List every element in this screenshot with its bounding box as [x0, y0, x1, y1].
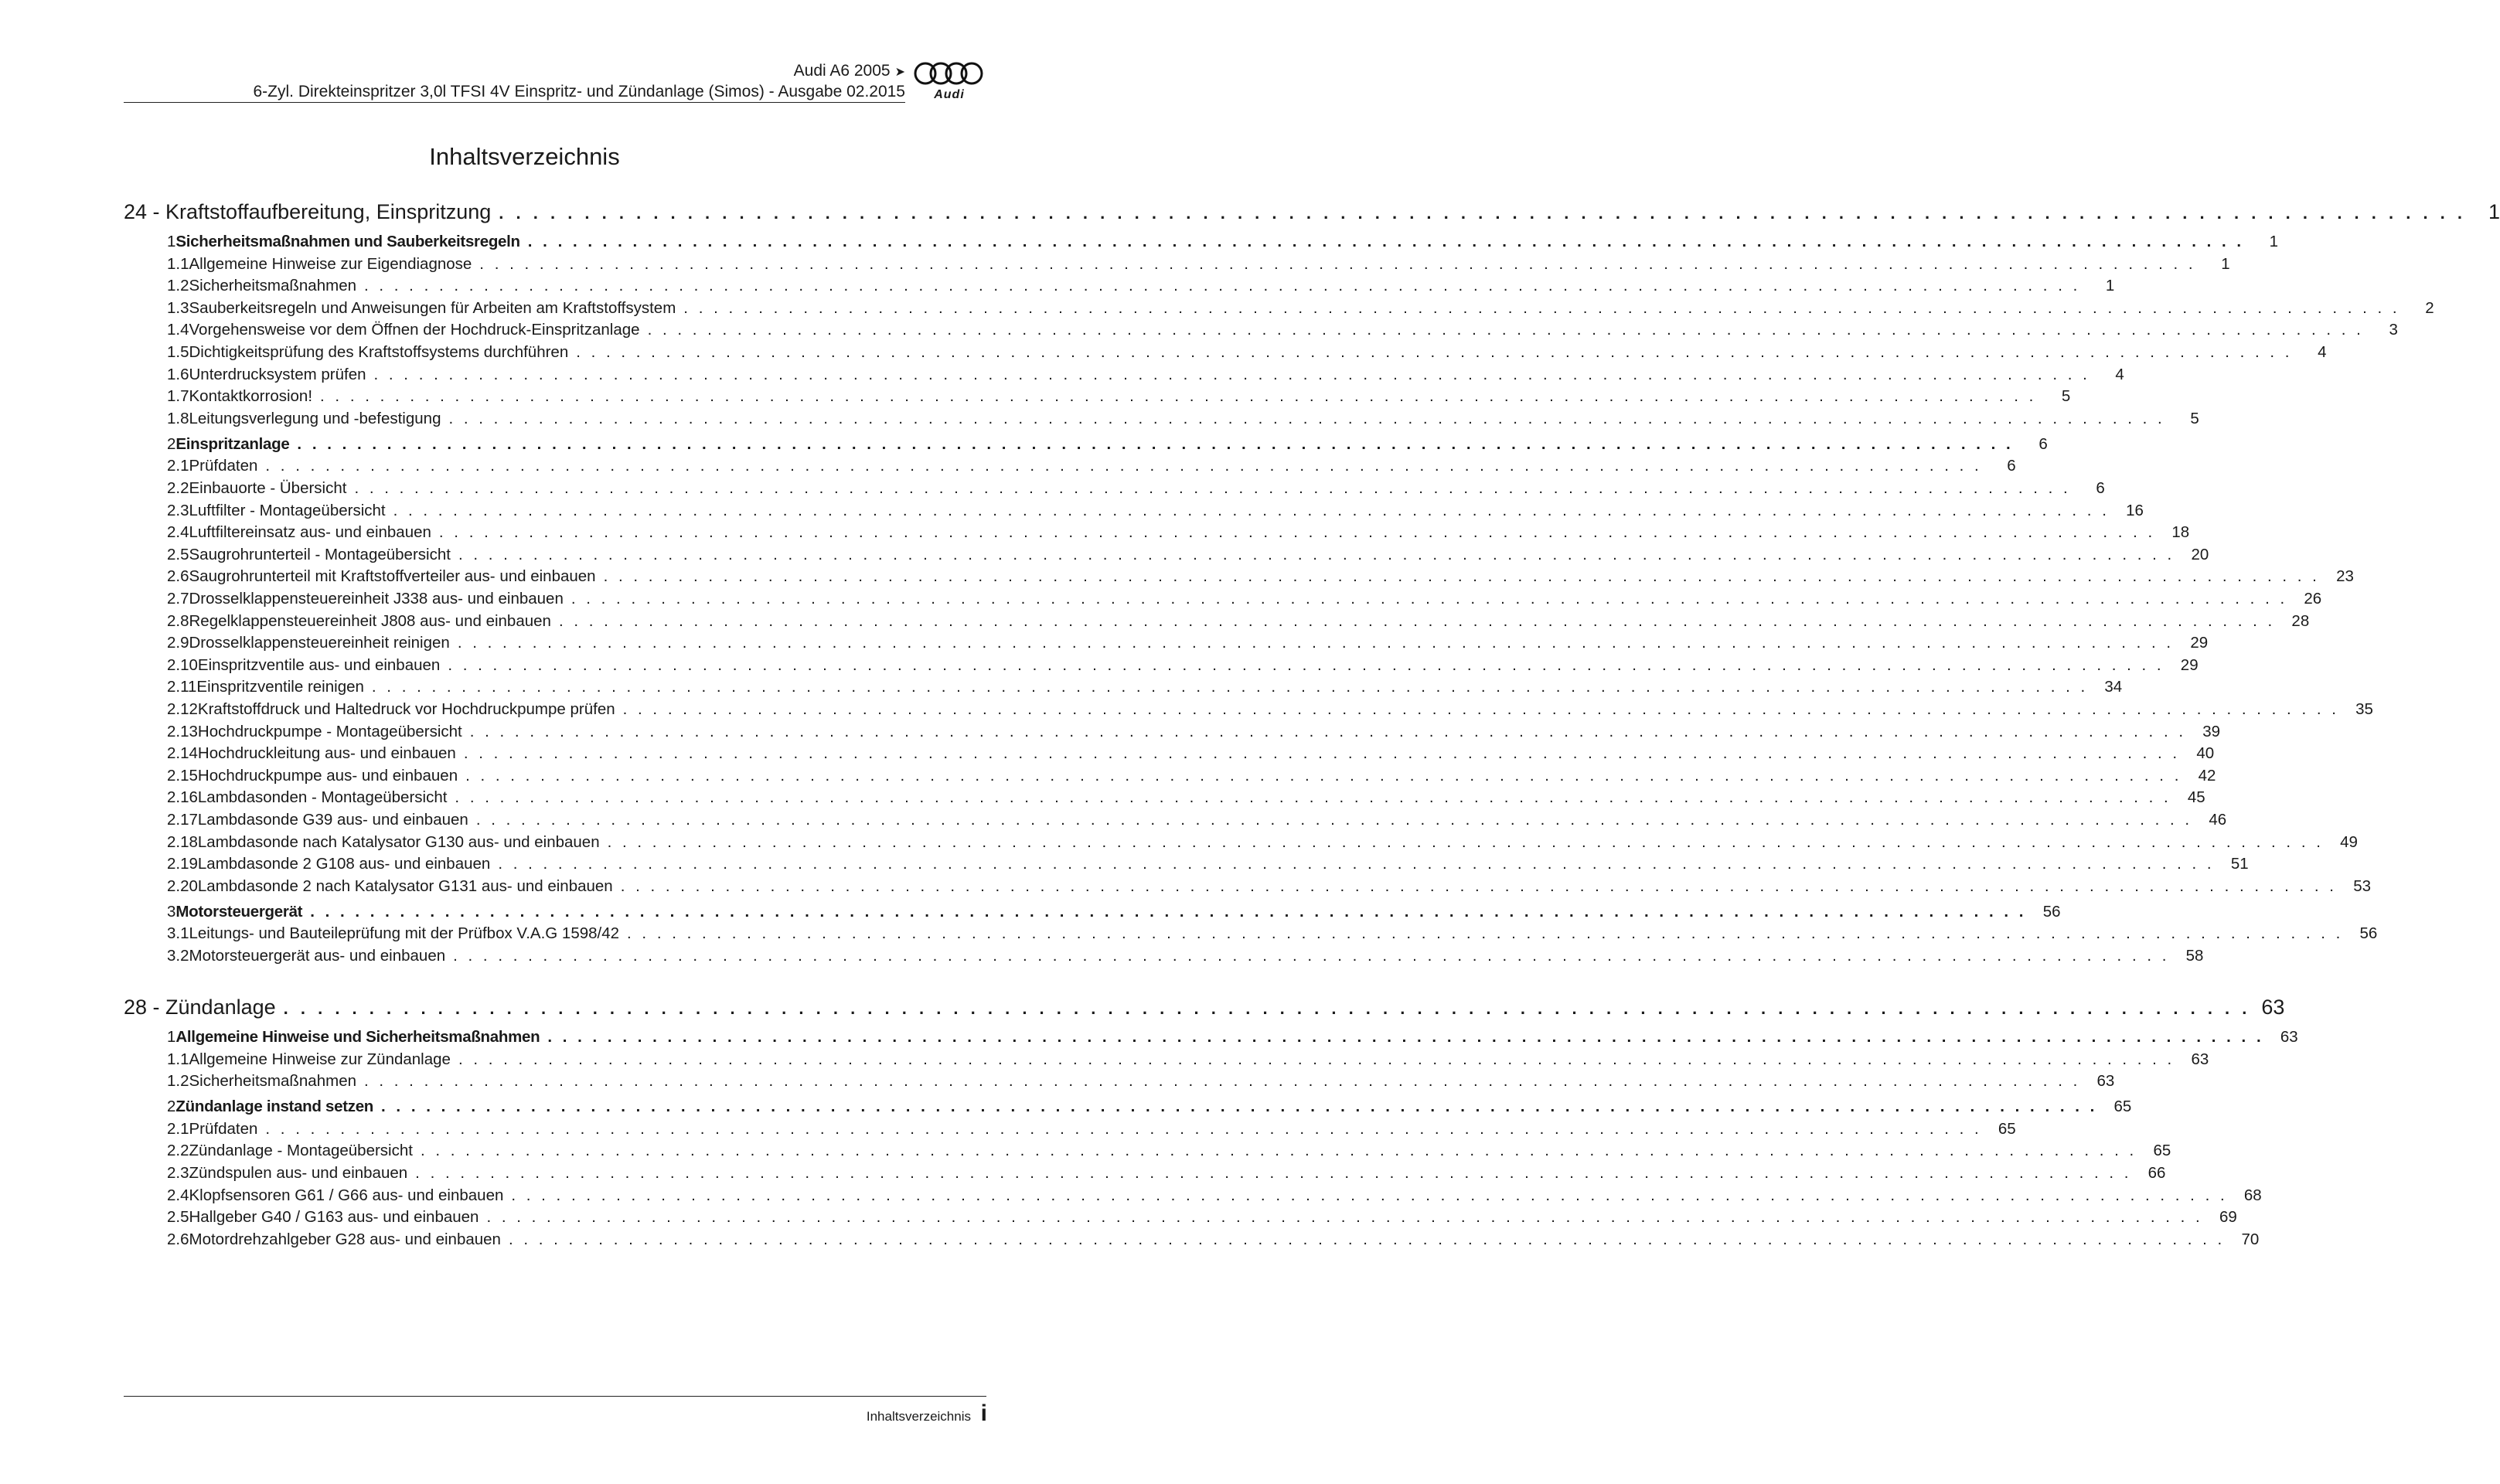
dot-leader: . . . . . . . . . . . . . . . . . . . . . . . . . . . . . . . . . . . . . . . . . . . . . . . . . . . . . . . . . . . . . . . . . . . . . . . . . . . . . . . . . . . . . . . . . . . . . . . . . . . . . . . . . . . . . . . . . . .	[527, 233, 2245, 250]
toc-label: Allgemeine Hinweise und Sicherheitsmaßnahmen	[175, 1028, 540, 1046]
toc-label: Sicherheitsmaßnahmen	[189, 1072, 356, 1091]
toc-number: 2	[167, 434, 176, 453]
dot-leader: . . . . . . . . . . . . . . . . . . . . . . . . . . . . . . . . . . . . . . . . . . . . . . . . . . . . . . . . . . . . . . . . . . . . . . . . . . . . . . . . . . . . . . . . . . . . . . . . . . . . . . . . . . . . . . . . . . .	[475, 811, 2193, 829]
toc-page-number: 34	[2104, 678, 2123, 696]
toc-label: Hochdruckpumpe - Montageübersicht	[197, 722, 462, 740]
dot-leader: . . . . . . . . . . . . . . . . . . . . . . . . . . . . . . . . . . . . . . . . . . . . . . . . . . . . . . . . . . . . . . . . . . . . . . . . . . . . . . . . . . . . . . . . . . . . . . . . . . . . . . . . . . . . . . . . . . .	[448, 655, 2165, 674]
dot-leader: . . . . . . . . . . . . . . . . . . . . . . . . . . . . . . . . . . . . . . . . . . . . . . . . . . . . . . . . . . . . . . . . . . . . . . . . . . . . . . . . . . . . . . . . . . . . . . . . . . . . . . . . . . . . . . . . . . .	[458, 545, 2175, 563]
toc-page-number: 63	[2096, 1072, 2115, 1091]
toc-number: 2.4	[167, 523, 189, 542]
toc-number: 2.1	[167, 457, 189, 475]
dot-leader: . . . . . . . . . . . . . . . . . . . . . . . . . . . . . . . . . . . . . . . . . . . . . . . . . . . . . . . . . . . . . . . . . . . . . . . . . . . . . . . . . . . . . . . . . . . . . . . . . . . . . . . . . . . . . . . . . . .	[265, 457, 1982, 475]
toc-number: 1	[167, 233, 176, 250]
toc-number: 3.2	[167, 947, 189, 965]
dot-leader: . . . . . . . . . . . . . . . . . . . . . . . . . . . . . . . . . . . . . . . . . . . . . . . . . . . . . . . . . . . . . . . . . . . . . . . . . . . . . . . . . . . . . . . . . . . . . . . . . . . . . . . . . . . . . . . . . . .	[458, 1050, 2175, 1068]
dot-leader: . . . . . . . . . . . . . . . . . . . . . . . . . . . . . . . . . . . . . . . . . . . . . . . . . . . . . . . . . . . . . . . . . . . . . . . . . . . . . . . . . . . . . . . . . . . . . . . . . . . . . . . . . . . . . . . . . . .	[310, 902, 2027, 921]
toc-page-number: 53	[2353, 876, 2372, 895]
toc-number: 2.13	[167, 722, 198, 740]
toc-entry[interactable]	[124, 876, 2372, 896]
dot-leader: . . . . . . . . . . . . . . . . . . . . . . . . . . . . . . . . . . . . . . . . . . . . . . . . . . . . . . . . . . . . . . . . . . . . . . . . . . . . . . . . . . . . . . . . . . . . . . . . . . . . . . . . . . . . . . . . . . .	[415, 1164, 2132, 1182]
toc-section[interactable]	[124, 1098, 2132, 1116]
toc-page-number: 70	[2241, 1230, 2260, 1248]
toc-entry[interactable]	[124, 523, 2190, 542]
toc-number: 2.2	[167, 1142, 189, 1160]
dot-leader: . . . . . . . . . . . . . . . . . . . . . . . . . . . . . . . . . . . . . . . . . . . . . . . . . . . . . . . . . . . . . . . . . . . . . . . . . . . . . . . . . . . . . . . . . . . . . . . . . . . . . . . . . . . . . . . . . . .	[603, 567, 2320, 586]
toc-page-number: 63	[2191, 1050, 2209, 1068]
toc-label: Lambdasonde G39 aus- und einbauen	[197, 811, 468, 829]
toc-number: 2.10	[167, 655, 198, 674]
toc-label: Hochdruckleitung aus- und einbauen	[197, 744, 456, 763]
toc-page-number: 5	[2190, 409, 2199, 427]
toc-number: 2.3	[167, 1164, 189, 1182]
toc-number: 2.5	[167, 1208, 189, 1227]
toc-page-number: 6	[2096, 479, 2105, 497]
toc-label: Allgemeine Hinweise zur Eigendiagnose	[189, 254, 472, 273]
dot-leader: . . . . . . . . . . . . . . . . . . . . . . . . . . . . . . . . . . . . . . . . . . . . . . . . . . . . . . . . . . . . . . . . . . . . . . . . . . . . . . . . . . . . . . . . . . . . . . . . . . . . . . . . . . . . . . . . . . .	[622, 700, 2339, 718]
toc-entry[interactable]	[124, 343, 2327, 362]
dot-leader: . . . . . . . . . . . . . . . . . . . . . . . . . . . . . . . . . . . . . . . . . . . . . . . . . . . . . . . . . . . . . . . . . . . . . . . . . . . . . . . . . . . . . . . . . . . . . . . . . . . . . . . . . . . . . . . . . . .	[627, 924, 2344, 943]
toc-entry[interactable]	[124, 590, 2322, 608]
dot-leader: . . . . . . . . . . . . . . . . . . . . . . . . . . . . . . . . . . . . . . . . . . . . . . . . . . . . . . . . . . . . . . . . . . . . . . . . . . . . . . . . . . . . . . . . . . . . . . . . . . . . . . . . . . . . . . . . . . .	[297, 434, 2014, 453]
toc-label: Unterdrucksystem prüfen	[189, 365, 366, 383]
toc-number: 2.6	[167, 1230, 189, 1248]
toc-page-number: 65	[2153, 1142, 2171, 1160]
toc-label: Motorsteuergerät	[175, 902, 303, 921]
toc-entry[interactable]	[124, 501, 2144, 520]
toc-label: Leitungsverlegung und -befestigung	[189, 409, 441, 427]
toc-label: Luftfilter - Montageübersicht	[189, 501, 386, 519]
toc-number: 2.17	[167, 811, 198, 829]
toc-page-number: 26	[2304, 590, 2322, 608]
arrow-icon: ➤	[894, 66, 905, 79]
toc-section[interactable]	[124, 1028, 2298, 1047]
toc-page-number: 51	[2230, 855, 2249, 873]
dot-leader: . . . . . . . . . . . . . . . . . . . . . . . . . . . . . . . . . . . . . . . . . . . . . . . . . . . . . . . . . . . . . . . . . . . . . . . . . . . . . . . . . . . . . . . . . . . . . . . . . . . . . . . . . . . . . . . . . . .	[576, 343, 2293, 361]
model-label: Audi A6 2005	[793, 62, 891, 80]
toc-number: 1.6	[167, 365, 189, 383]
toc-chapter[interactable]	[124, 200, 2500, 224]
toc-page-number: 65	[2113, 1098, 2132, 1116]
toc-page-number: 3	[2389, 321, 2398, 339]
toc-page-number: 68	[2243, 1186, 2262, 1204]
toc-entry[interactable]	[124, 924, 2378, 943]
toc-page-number: 5	[2061, 387, 2071, 406]
toc-page-number: 58	[2185, 947, 2204, 965]
toc-number: 2.11	[167, 678, 197, 696]
toc-label: Leitungs- und Bauteileprüfung mit der Prüfbox V.A.G 1598/42	[189, 924, 620, 943]
toc-label: Lambdasonde 2 G108 aus- und einbauen	[197, 855, 491, 873]
dot-leader: . . . . . . . . . . . . . . . . . . . . . . . . . . . . . . . . . . . . . . . . . . . . . . . . . . . . . . . . . . . . . . . . . . . . . . . . . . . . . . . . . . . . . . . . . . . . . . . . . . . . . . . . . . . . . . . . . . .	[469, 722, 2187, 740]
toc-entry[interactable]	[124, 1119, 2016, 1139]
page-title: Inhaltsverzeichnis	[429, 143, 620, 170]
header-model	[794, 62, 905, 80]
toc-page-number: 23	[2336, 567, 2354, 586]
toc-number: 2	[167, 1098, 176, 1116]
toc-label: Saugrohrunterteil mit Kraftstoffverteiler aus- und einbauen	[189, 567, 596, 586]
toc-entry[interactable]	[124, 298, 2434, 318]
toc-label: Einspritzanlage	[175, 434, 290, 453]
toc-entry[interactable]	[124, 700, 2373, 719]
footer-label: Inhaltsverzeichnis	[866, 1409, 971, 1424]
toc-label: Lambdasonden - Montageübersicht	[197, 788, 448, 807]
toc-entry[interactable]	[124, 545, 2209, 564]
toc-section[interactable]	[124, 233, 2279, 251]
toc-number: 1	[167, 1028, 176, 1046]
dot-leader: . . . . . . . . . . . . . . . . . . . . . . . . . . . . . . . . . . . . . . . . . . . . . . . . . . . . . . . . . . . . . . . . . . . . . . . . . . . . . . . . . . . . . . . . . . . . . . . . . . . . . . . . . . . . . . . . . . .	[499, 203, 2467, 223]
toc-page-number: 2	[2425, 298, 2434, 317]
toc-number: 1.2	[167, 1072, 189, 1091]
toc-number: 3	[167, 902, 176, 921]
toc-entry[interactable]	[124, 744, 2215, 763]
toc-number: 1.1	[167, 1050, 189, 1068]
dot-leader: . . . . . . . . . . . . . . . . . . . . . . . . . . . . . . . . . . . . . . . . . . . . . . . . . . . . . . . . . . . . . . . . . . . . . . . . . . . . . . . . . . . . . . . . . . . . . . . . . . . . . . . . . . . . . . . . . . .	[364, 277, 2081, 295]
toc-page-number: 40	[2196, 744, 2215, 763]
toc-entry[interactable]	[124, 1050, 2209, 1069]
toc-page-number: 35	[2355, 700, 2373, 718]
toc-label: Dichtigkeitsprüfung des Kraftstoffsystems durchführen	[189, 343, 569, 361]
toc-number: 1.7	[167, 387, 189, 406]
toc-number: 3.1	[167, 924, 189, 943]
toc-page-number: 6	[2038, 434, 2048, 453]
toc-number: 2.20	[167, 876, 198, 895]
toc-entry[interactable]	[124, 678, 2123, 696]
toc-number: 2.14	[167, 744, 198, 763]
toc-entry[interactable]	[124, 321, 2398, 339]
toc-page-number: 63	[2261, 996, 2285, 1019]
dot-leader: . . . . . . . . . . . . . . . . . . . . . . . . . . . . . . . . . . . . . . . . . . . . . . . . . . . . . . . . . . . . . . . . . . . . . . . . . . . . . . . . . . . . . . . . . . . . . . . . . . . . . . . . . . . . . . . . . . .	[265, 1119, 1982, 1138]
toc-entry[interactable]	[124, 1072, 2115, 1091]
toc-entry[interactable]	[124, 277, 2115, 295]
toc-entry[interactable]	[124, 409, 2199, 428]
audi-logo	[912, 60, 986, 102]
toc-label: Klopfsensoren G61 / G66 aus- und einbauen	[189, 1186, 504, 1204]
toc-entry[interactable]	[124, 254, 2230, 274]
toc-entry[interactable]	[124, 567, 2354, 586]
toc-label: 24 - Kraftstoffaufbereitung, Einspritzung	[124, 200, 492, 223]
toc-entry[interactable]	[124, 855, 2249, 873]
toc-entry[interactable]	[124, 365, 2124, 384]
toc-label: Zündspulen aus- und einbauen	[189, 1164, 408, 1182]
toc-page-number: 6	[2007, 457, 2016, 475]
dot-leader: . . . . . . . . . . . . . . . . . . . . . . . . . . . . . . . . . . . . . . . . . . . . . . . . . . . . . . . . . . . . . . . . . . . . . . . . . . . . . . . . . . . . . . . . . . . . . . . . . . . . . . . . . . . . . . . . . . .	[448, 409, 2165, 427]
toc-label: 28 - Zündanlage	[124, 996, 276, 1019]
toc-page-number: 1	[2269, 233, 2279, 250]
toc-page-number: 39	[2202, 722, 2221, 740]
dot-leader: . . . . . . . . . . . . . . . . . . . . . . . . . . . . . . . . . . . . . . . . . . . . . . . . . . . . . . . . . . . . . . . . . . . . . . . . . . . . . . . . . . . . . . . . . . . . . . . . . . . . . . . . . . . . . . . . . . .	[547, 1028, 2264, 1046]
dot-leader: . . . . . . . . . . . . . . . . . . . . . . . . . . . . . . . . . . . . . . . . . . . . . . . . . . . . . . . . . . . . . . . . . . . . . . . . . . . . . . . . . . . . . . . . . . . . . . . . . . . . . . . . . . . . . . . . . . .	[381, 1098, 2098, 1116]
toc-page-number: 4	[2115, 365, 2124, 383]
footer-divider	[124, 1396, 986, 1397]
toc-entry[interactable]	[124, 387, 2071, 406]
dot-leader: . . . . . . . . . . . . . . . . . . . . . . . . . . . . . . . . . . . . . . . . . . . . . . . . . . . . . . . . . . . . . . . . . . . . . . . . . . . . . . . . . . . . . . . . . . . . . . . . . . . . . . . . . . . . . . . . . . .	[373, 365, 2090, 383]
toc-label: Drosselklappensteuereinheit J338 aus- und einbauen	[189, 590, 564, 608]
toc-number: 2.15	[167, 766, 198, 785]
toc-entry[interactable]	[124, 1230, 2260, 1249]
toc-page-number: 49	[2340, 832, 2358, 851]
toc-number: 2.19	[167, 855, 198, 873]
toc-entry[interactable]	[124, 1186, 2262, 1205]
dot-leader: . . . . . . . . . . . . . . . . . . . . . . . . . . . . . . . . . . . . . . . . . . . . . . . . . . . . . . . . . . . . . . . . . . . . . . . . . . . . . . . . . . . . . . . . . . . . . . . . . . . . . . . . . . . . . . . . . . .	[354, 479, 2071, 497]
toc-label: Einspritzventile reinigen	[196, 678, 364, 696]
toc-number: 2.9	[167, 634, 189, 652]
toc-entry[interactable]	[124, 766, 2216, 785]
toc-chapter[interactable]	[124, 996, 2285, 1019]
toc-label: Saugrohrunterteil - Montageübersicht	[189, 545, 451, 563]
dot-leader: . . . . . . . . . . . . . . . . . . . . . . . . . . . . . . . . . . . . . . . . . . . . . . . . . . . . . . . . . . . . . . . . . . . . . . . . . . . . . . . . . . . . . . . . . . . . . . . . . . . . . . . . . . . . . . . . . . .	[438, 523, 2156, 542]
toc-label: Zündanlage instand setzen	[175, 1098, 374, 1116]
toc-label: Regelklappensteuereinheit J808 aus- und einbauen	[189, 611, 551, 630]
dot-leader: . . . . . . . . . . . . . . . . . . . . . . . . . . . . . . . . . . . . . . . . . . . . . . . . . . . . . . . . . . . . . . . . . . . . . . . . . . . . . . . . . . . . . . . . . . . . . . . . . . . . . . . . . . . . . . . . . . .	[558, 611, 2276, 630]
toc-page-number: 46	[2209, 811, 2227, 829]
toc-label: Prüfdaten	[189, 457, 258, 475]
toc-number: 2.1	[167, 1119, 189, 1138]
toc-entry[interactable]	[124, 947, 2204, 965]
dot-leader: . . . . . . . . . . . . . . . . . . . . . . . . . . . . . . . . . . . . . . . . . . . . . . . . . . . . . . . . . . . . . . . . . . . . . . . . . . . . . . . . . . . . . . . . . . . . . . . . . . . . . . . . . . . . . . . . . . .	[511, 1186, 2228, 1204]
brand-wordmark: Audi	[934, 88, 965, 101]
toc-label: Sicherheitsmaßnahmen	[189, 277, 356, 295]
dot-leader: . . . . . . . . . . . . . . . . . . . . . . . . . . . . . . . . . . . . . . . . . . . . . . . . . . . . . . . . . . . . . . . . . . . . . . . . . . . . . . . . . . . . . . . . . . . . . . . . . . . . . . . . . . . . . . . . . . .	[486, 1208, 2203, 1227]
toc-entry[interactable]	[124, 832, 2358, 852]
toc-number: 2.16	[167, 788, 198, 807]
toc-label: Einspritzventile aus- und einbauen	[197, 655, 441, 674]
toc-entry[interactable]	[124, 457, 2016, 475]
toc-number: 2.3	[167, 501, 189, 519]
toc-label: Lambdasonde nach Katalysator G130 aus- und einbauen	[197, 832, 600, 851]
toc-label: Lambdasonde 2 nach Katalysator G131 aus- und einbauen	[197, 876, 613, 895]
toc-entry[interactable]	[124, 811, 2227, 829]
toc-entry[interactable]	[124, 1164, 2166, 1183]
toc-label: Zündanlage - Montageübersicht	[189, 1142, 413, 1160]
toc-label: Kraftstoffdruck und Haltedruck vor Hochdruckpumpe prüfen	[197, 700, 615, 718]
dot-leader: . . . . . . . . . . . . . . . . . . . . . . . . . . . . . . . . . . . . . . . . . . . . . . . . . . . . . . . . . . . . . . . . . . . . . . . . . . . . . . . . . . . . . . . . . . . . . . . . . . . . . . . . . . . . . . . . . . .	[479, 254, 2196, 273]
toc-label: Einbauorte - Übersicht	[189, 479, 347, 497]
dot-leader: . . . . . . . . . . . . . . . . . . . . . . . . . . . . . . . . . . . . . . . . . . . . . . . . . . . . . . . . . . . . . . . . . . . . . . . . . . . . . . . . . . . . . . . . . . . . . . . . . . . . . . . . . . . . . . . . . . .	[571, 590, 2288, 608]
toc-label: Hochdruckpumpe aus- und einbauen	[197, 766, 458, 785]
toc-number: 2.12	[167, 700, 198, 718]
toc-entry[interactable]	[124, 788, 2205, 807]
toc-number: 2.7	[167, 590, 189, 608]
toc-page-number: 56	[2359, 924, 2378, 943]
audi-rings-icon	[912, 60, 986, 87]
dot-leader: . . . . . . . . . . . . . . . . . . . . . . . . . . . . . . . . . . . . . . . . . . . . . . . . . . . . . . . . . . . . . . . . . . . . . . . . . . . . . . . . . . . . . . . . . . . . . . . . . . . . . . . . . . . . . . . . . . .	[283, 999, 2251, 1018]
toc-entry[interactable]	[124, 1208, 2237, 1227]
dot-leader: . . . . . . . . . . . . . . . . . . . . . . . . . . . . . . . . . . . . . . . . . . . . . . . . . . . . . . . . . . . . . . . . . . . . . . . . . . . . . . . . . . . . . . . . . . . . . . . . . . . . . . . . . . . . . . . . . . .	[465, 766, 2182, 785]
toc-label: Drosselklappensteuereinheit reinigen	[189, 634, 450, 652]
toc-label: Kontaktkorrosion!	[189, 387, 313, 406]
toc-label: Vorgehensweise vor dem Öffnen der Hochdruck-Einspritzanlage	[189, 321, 640, 339]
toc-number: 2.5	[167, 545, 189, 563]
toc-entry[interactable]	[124, 1142, 2171, 1160]
toc-page-number: 4	[2318, 343, 2327, 361]
toc-number: 2.18	[167, 832, 198, 851]
toc-entry[interactable]	[124, 722, 2221, 741]
dot-leader: . . . . . . . . . . . . . . . . . . . . . . . . . . . . . . . . . . . . . . . . . . . . . . . . . . . . . . . . . . . . . . . . . . . . . . . . . . . . . . . . . . . . . . . . . . . . . . . . . . . . . . . . . . . . . . . . . . .	[320, 387, 2037, 406]
toc-page-number: 66	[2147, 1164, 2166, 1182]
dot-leader: . . . . . . . . . . . . . . . . . . . . . . . . . . . . . . . . . . . . . . . . . . . . . . . . . . . . . . . . . . . . . . . . . . . . . . . . . . . . . . . . . . . . . . . . . . . . . . . . . . . . . . . . . . . . . . . . . . .	[508, 1230, 2226, 1248]
toc-label: Sicherheitsmaßnahmen und Sauberkeitsregeln	[175, 233, 520, 250]
toc-page-number: 29	[2180, 655, 2199, 674]
toc-page-number: 63	[2280, 1028, 2298, 1046]
toc-page-number: 29	[2190, 634, 2209, 652]
toc-page-number: 28	[2291, 611, 2310, 630]
toc-number: 1.5	[167, 343, 189, 361]
toc-number: 2.4	[167, 1186, 189, 1204]
dot-leader: . . . . . . . . . . . . . . . . . . . . . . . . . . . . . . . . . . . . . . . . . . . . . . . . . . . . . . . . . . . . . . . . . . . . . . . . . . . . . . . . . . . . . . . . . . . . . . . . . . . . . . . . . . . . . . . . . . .	[607, 832, 2324, 851]
toc-number: 1.3	[167, 298, 189, 317]
dot-leader: . . . . . . . . . . . . . . . . . . . . . . . . . . . . . . . . . . . . . . . . . . . . . . . . . . . . . . . . . . . . . . . . . . . . . . . . . . . . . . . . . . . . . . . . . . . . . . . . . . . . . . . . . . . . . . . . . . .	[453, 947, 2170, 965]
toc-page-number: 18	[2171, 523, 2190, 542]
toc-number: 1.8	[167, 409, 189, 427]
dot-leader: . . . . . . . . . . . . . . . . . . . . . . . . . . . . . . . . . . . . . . . . . . . . . . . . . . . . . . . . . . . . . . . . . . . . . . . . . . . . . . . . . . . . . . . . . . . . . . . . . . . . . . . . . . . . . . . . . . .	[371, 678, 2089, 696]
toc-entry[interactable]	[124, 634, 2209, 652]
dot-leader: . . . . . . . . . . . . . . . . . . . . . . . . . . . . . . . . . . . . . . . . . . . . . . . . . . . . . . . . . . . . . . . . . . . . . . . . . . . . . . . . . . . . . . . . . . . . . . . . . . . . . . . . . . . . . . . . . . .	[463, 744, 2181, 763]
toc-page-number: 65	[1998, 1119, 2016, 1138]
toc-entry[interactable]	[124, 479, 2105, 498]
dot-leader: . . . . . . . . . . . . . . . . . . . . . . . . . . . . . . . . . . . . . . . . . . . . . . . . . . . . . . . . . . . . . . . . . . . . . . . . . . . . . . . . . . . . . . . . . . . . . . . . . . . . . . . . . . . . . . . . . . .	[647, 321, 2364, 339]
toc-section[interactable]	[124, 902, 2061, 921]
toc-page-number: 69	[2219, 1208, 2237, 1227]
header-divider	[124, 102, 905, 103]
toc-label: Hallgeber G40 / G163 aus- und einbauen	[189, 1208, 479, 1227]
dot-leader: . . . . . . . . . . . . . . . . . . . . . . . . . . . . . . . . . . . . . . . . . . . . . . . . . . . . . . . . . . . . . . . . . . . . . . . . . . . . . . . . . . . . . . . . . . . . . . . . . . . . . . . . . . . . . . . . . . .	[420, 1142, 2137, 1160]
toc-page-number: 20	[2191, 545, 2209, 563]
toc-number: 2.2	[167, 479, 189, 497]
toc-number: 1.1	[167, 254, 189, 273]
dot-leader: . . . . . . . . . . . . . . . . . . . . . . . . . . . . . . . . . . . . . . . . . . . . . . . . . . . . . . . . . . . . . . . . . . . . . . . . . . . . . . . . . . . . . . . . . . . . . . . . . . . . . . . . . . . . . . . . . . .	[455, 788, 2171, 807]
dot-leader: . . . . . . . . . . . . . . . . . . . . . . . . . . . . . . . . . . . . . . . . . . . . . . . . . . . . . . . . . . . . . . . . . . . . . . . . . . . . . . . . . . . . . . . . . . . . . . . . . . . . . . . . . . . . . . . . . . .	[393, 501, 2110, 519]
toc-page-number: 42	[2198, 766, 2216, 785]
toc-label: Luftfiltereinsatz aus- und einbauen	[189, 523, 431, 542]
toc-entry[interactable]	[124, 655, 2199, 675]
toc-label: Prüfdaten	[189, 1119, 258, 1138]
toc-page-number: 16	[2126, 501, 2144, 519]
toc-number: 1.2	[167, 277, 189, 295]
dot-leader: . . . . . . . . . . . . . . . . . . . . . . . . . . . . . . . . . . . . . . . . . . . . . . . . . . . . . . . . . . . . . . . . . . . . . . . . . . . . . . . . . . . . . . . . . . . . . . . . . . . . . . . . . . . . . . . . . . .	[683, 298, 2400, 317]
header-subtitle: 6-Zyl. Direkteinspritzer 3,0l TFSI 4V Einspritz- und Zündanlage (Simos) - Ausgabe 02.2015	[253, 83, 905, 100]
toc-label: Allgemeine Hinweise zur Zündanlage	[189, 1050, 451, 1068]
page-header	[124, 59, 986, 102]
toc-page-number: 1	[2105, 277, 2115, 295]
toc-label: Motorsteuergerät aus- und einbauen	[189, 947, 446, 965]
toc-page-number: 1	[2488, 200, 2500, 223]
dot-leader: . . . . . . . . . . . . . . . . . . . . . . . . . . . . . . . . . . . . . . . . . . . . . . . . . . . . . . . . . . . . . . . . . . . . . . . . . . . . . . . . . . . . . . . . . . . . . . . . . . . . . . . . . . . . . . . . . . .	[498, 855, 2215, 873]
toc-page-number: 56	[2042, 902, 2061, 921]
toc-number: 1.4	[167, 321, 189, 339]
toc-label: Sauberkeitsregeln und Anweisungen für Arbeiten am Kraftstoffsystem	[189, 298, 676, 317]
dot-leader: . . . . . . . . . . . . . . . . . . . . . . . . . . . . . . . . . . . . . . . . . . . . . . . . . . . . . . . . . . . . . . . . . . . . . . . . . . . . . . . . . . . . . . . . . . . . . . . . . . . . . . . . . . . . . . . . . . .	[620, 876, 2338, 895]
footer-page-number: i	[980, 1401, 987, 1426]
toc-number: 2.6	[167, 567, 189, 586]
toc-page-number: 1	[2221, 254, 2230, 273]
toc-label: Motordrehzahlgeber G28 aus- und einbauen	[189, 1230, 501, 1248]
toc-number: 2.8	[167, 611, 189, 630]
dot-leader: . . . . . . . . . . . . . . . . . . . . . . . . . . . . . . . . . . . . . . . . . . . . . . . . . . . . . . . . . . . . . . . . . . . . . . . . . . . . . . . . . . . . . . . . . . . . . . . . . . . . . . . . . . . . . . . . . . .	[457, 634, 2175, 652]
toc-section[interactable]	[124, 434, 2048, 454]
dot-leader: . . . . . . . . . . . . . . . . . . . . . . . . . . . . . . . . . . . . . . . . . . . . . . . . . . . . . . . . . . . . . . . . . . . . . . . . . . . . . . . . . . . . . . . . . . . . . . . . . . . . . . . . . . . . . . . . . . .	[364, 1072, 2081, 1091]
toc-entry[interactable]	[124, 611, 2310, 631]
toc-page-number: 45	[2187, 788, 2205, 807]
